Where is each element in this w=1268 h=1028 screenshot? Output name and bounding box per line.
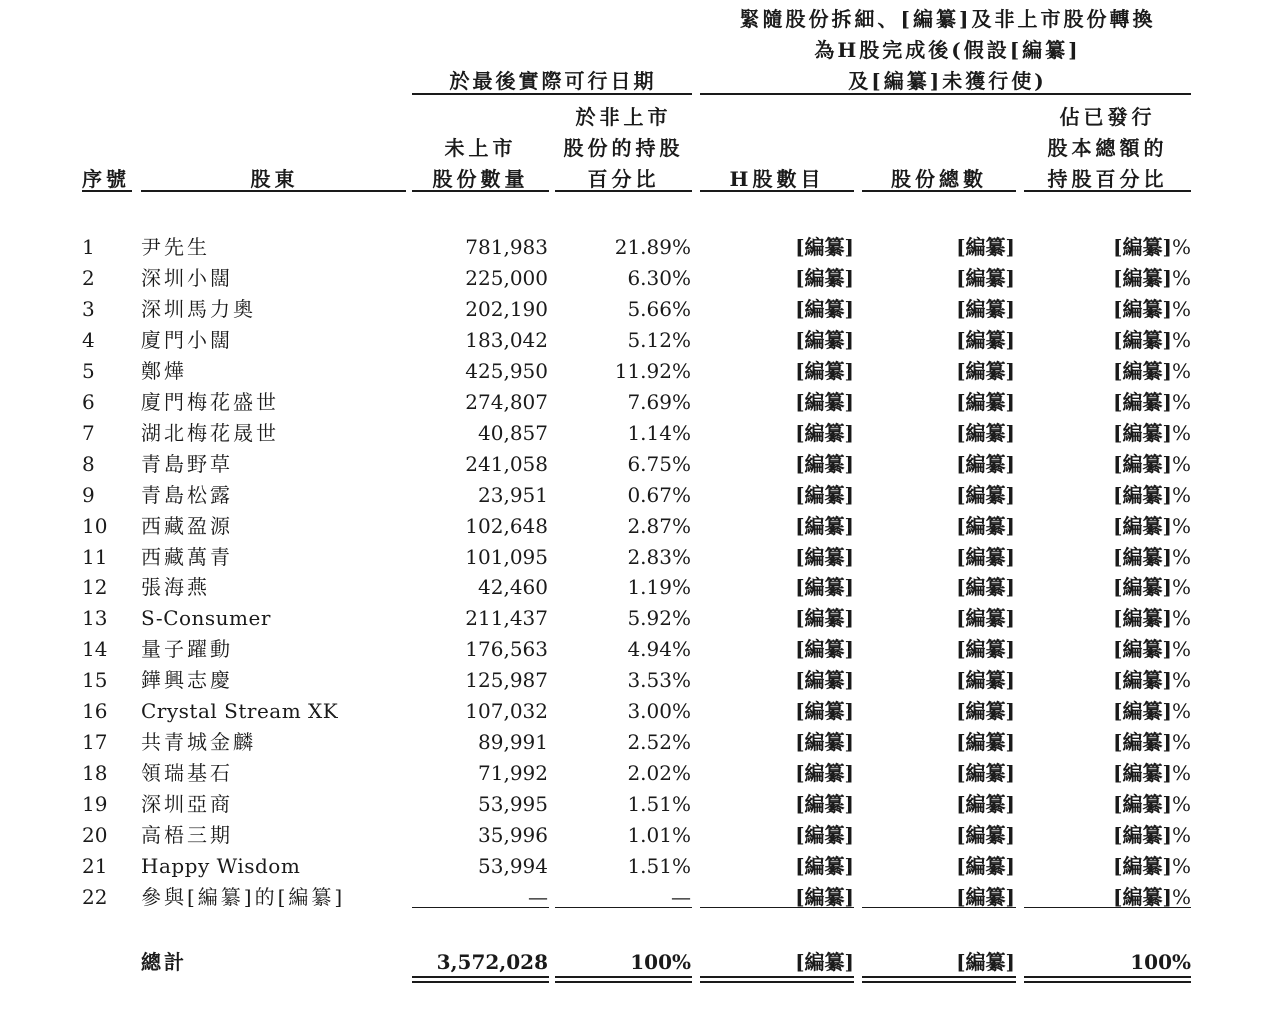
issued-pct bbox=[1113, 263, 1191, 294]
row-number: 10 bbox=[82, 513, 108, 538]
h-shares: [編纂] bbox=[795, 327, 854, 352]
issued-pct-suffix: % bbox=[1171, 823, 1191, 848]
col-header-issued-line2: 股本總額的 bbox=[1047, 136, 1168, 160]
shareholder-name: 深圳馬力奧 bbox=[141, 296, 256, 321]
row-number: 5 bbox=[82, 358, 95, 383]
unlisted-shares: 176,563 bbox=[465, 637, 548, 662]
unlisted-shares: 211,437 bbox=[465, 606, 548, 631]
table-row bbox=[0, 356, 1268, 387]
total-shares: [編纂] bbox=[956, 265, 1015, 290]
row-number: 16 bbox=[82, 699, 108, 724]
h-shares: [編纂] bbox=[795, 265, 854, 290]
issued-pct-value: [編纂] bbox=[1113, 823, 1172, 848]
shareholder-name: 高梧三期 bbox=[141, 823, 233, 848]
h-shares: [編纂] bbox=[795, 358, 854, 383]
unlisted-pct: 5.12% bbox=[627, 327, 691, 352]
header-rule-no bbox=[82, 190, 132, 192]
issued-pct bbox=[1113, 542, 1191, 573]
unlisted-shares: 53,994 bbox=[478, 854, 548, 878]
total-double-rule-unlisted bbox=[412, 976, 549, 983]
issued-pct-value: [編纂] bbox=[1113, 730, 1172, 755]
group-header-right-line3: 及[編纂]未獲行使) bbox=[848, 69, 1047, 93]
unlisted-pct: 2.83% bbox=[627, 544, 691, 569]
issued-pct-value: [編纂] bbox=[1113, 513, 1172, 538]
issued-pct-suffix: % bbox=[1171, 296, 1191, 321]
col-header-unlisted-line2: 股份數量 bbox=[432, 167, 529, 191]
total-double-rule-pct bbox=[555, 976, 692, 983]
unlisted-pct: 0.67% bbox=[627, 482, 691, 507]
total-double-rule-total-shares bbox=[862, 976, 1016, 983]
shareholder-name: 青島野草 bbox=[141, 451, 233, 476]
unlisted-pct: 1.51% bbox=[627, 854, 691, 878]
unlisted-pct: 1.14% bbox=[627, 420, 691, 445]
issued-pct bbox=[1113, 480, 1191, 511]
table-row bbox=[0, 665, 1268, 696]
issued-pct bbox=[1113, 294, 1191, 325]
h-shares: [編纂] bbox=[795, 575, 854, 600]
col-header-issued-line3: 持股百分比 bbox=[1047, 167, 1168, 191]
total-label: 總計 bbox=[141, 950, 187, 974]
h-shares: [編纂] bbox=[795, 235, 854, 259]
shareholder-name: 鏵興志慶 bbox=[141, 668, 233, 693]
h-shares: [編纂] bbox=[795, 296, 854, 321]
header-rule-pct bbox=[555, 190, 692, 192]
table-row bbox=[0, 696, 1268, 727]
issued-pct bbox=[1113, 727, 1191, 758]
col-header-h-shares: H股數目 bbox=[729, 167, 825, 191]
shareholder-name: 西藏萬青 bbox=[141, 544, 233, 569]
col-header-holder: 股東 bbox=[250, 167, 299, 191]
total-shares: [編纂] bbox=[956, 451, 1015, 476]
header-rule-holder bbox=[141, 190, 406, 192]
total-total-shares: [編纂] bbox=[956, 950, 1015, 974]
issued-pct-suffix: % bbox=[1171, 482, 1191, 507]
issued-pct-value: [編纂] bbox=[1113, 668, 1172, 693]
group-header-right-line2: 為H股完成後(假設[編纂] bbox=[814, 38, 1081, 62]
table-row bbox=[0, 232, 1268, 263]
table-row bbox=[0, 727, 1268, 758]
row-number: 12 bbox=[82, 575, 108, 600]
shareholder-name: 共青城金麟 bbox=[141, 730, 256, 755]
issued-pct-suffix: % bbox=[1171, 606, 1191, 631]
shareholder-name: 尹先生 bbox=[141, 235, 210, 259]
total-shares: [編纂] bbox=[956, 699, 1015, 724]
h-shares: [編纂] bbox=[795, 730, 854, 755]
issued-pct bbox=[1113, 634, 1191, 665]
unlisted-shares: 35,996 bbox=[478, 823, 548, 848]
row-number: 6 bbox=[82, 389, 95, 414]
row-number: 18 bbox=[82, 761, 108, 786]
shareholder-name: Happy Wisdom bbox=[141, 854, 301, 878]
col-header-no: 序號 bbox=[82, 167, 130, 191]
total-shares: [編纂] bbox=[956, 544, 1015, 569]
issued-pct bbox=[1113, 665, 1191, 696]
issued-pct-value: [編纂] bbox=[1113, 884, 1172, 909]
unlisted-shares: 71,992 bbox=[478, 761, 548, 786]
issued-pct-suffix: % bbox=[1171, 854, 1191, 878]
total-double-rule-issued bbox=[1024, 976, 1191, 983]
shareholder-name: 廈門梅花盛世 bbox=[141, 389, 279, 414]
h-shares: [編纂] bbox=[795, 699, 854, 724]
unlisted-pct: 1.01% bbox=[627, 823, 691, 848]
issued-pct bbox=[1113, 511, 1191, 542]
unlisted-pct: 4.94% bbox=[627, 637, 691, 662]
issued-pct-value: [編纂] bbox=[1113, 544, 1172, 569]
issued-pct-value: [編纂] bbox=[1113, 389, 1172, 414]
table-row bbox=[0, 851, 1268, 882]
total-shares: [編纂] bbox=[956, 296, 1015, 321]
shareholder-name: 湖北梅花晟世 bbox=[141, 420, 279, 445]
issued-pct-suffix: % bbox=[1171, 389, 1191, 414]
issued-pct bbox=[1113, 418, 1191, 449]
h-shares: [編纂] bbox=[795, 389, 854, 414]
group-rule-left bbox=[412, 93, 692, 95]
table-row bbox=[0, 449, 1268, 480]
table-row bbox=[0, 387, 1268, 418]
unlisted-pct: — bbox=[671, 884, 691, 909]
row-number: 1 bbox=[82, 235, 95, 259]
unlisted-pct: 1.51% bbox=[627, 792, 691, 817]
unlisted-pct: 3.00% bbox=[627, 699, 691, 724]
unlisted-pct: 1.19% bbox=[627, 575, 691, 600]
h-shares: [編纂] bbox=[795, 637, 854, 662]
unlisted-shares: 202,190 bbox=[465, 296, 548, 321]
row-number: 9 bbox=[82, 482, 95, 507]
row-number: 11 bbox=[82, 544, 108, 569]
total-shares: [編纂] bbox=[956, 792, 1015, 817]
issued-pct-value: [編纂] bbox=[1113, 854, 1172, 878]
table-row bbox=[0, 263, 1268, 294]
row-number: 8 bbox=[82, 451, 95, 476]
total-shares: [編纂] bbox=[956, 823, 1015, 848]
issued-pct bbox=[1113, 603, 1191, 634]
issued-pct-suffix: % bbox=[1171, 637, 1191, 662]
table-row bbox=[0, 511, 1268, 542]
issued-pct bbox=[1113, 851, 1191, 882]
h-shares: [編纂] bbox=[795, 854, 854, 878]
total-shares: [編纂] bbox=[956, 730, 1015, 755]
issued-pct-suffix: % bbox=[1171, 884, 1191, 909]
total-shares: [編纂] bbox=[956, 420, 1015, 445]
total-shares: [編纂] bbox=[956, 513, 1015, 538]
total-shares: [編纂] bbox=[956, 606, 1015, 631]
issued-pct-suffix: % bbox=[1171, 265, 1191, 290]
table-row bbox=[0, 882, 1268, 913]
unlisted-shares: 42,460 bbox=[478, 575, 548, 600]
issued-pct-suffix: % bbox=[1171, 792, 1191, 817]
subtotal-rule-pct bbox=[555, 907, 692, 908]
h-shares: [編纂] bbox=[795, 451, 854, 476]
unlisted-shares: 274,807 bbox=[465, 389, 548, 414]
issued-pct-value: [編纂] bbox=[1113, 358, 1172, 383]
issued-pct-value: [編纂] bbox=[1113, 482, 1172, 507]
issued-pct-value: [編纂] bbox=[1113, 575, 1172, 600]
total-shares: [編纂] bbox=[956, 884, 1015, 909]
shareholder-name: 張海燕 bbox=[141, 575, 210, 600]
issued-pct bbox=[1113, 820, 1191, 851]
row-number: 13 bbox=[82, 606, 108, 631]
unlisted-shares: 183,042 bbox=[465, 327, 548, 352]
total-shares: [編纂] bbox=[956, 668, 1015, 693]
unlisted-shares: — bbox=[528, 884, 548, 909]
issued-pct-suffix: % bbox=[1171, 575, 1191, 600]
issued-pct-suffix: % bbox=[1171, 544, 1191, 569]
unlisted-pct: 5.66% bbox=[627, 296, 691, 321]
unlisted-shares: 53,995 bbox=[478, 792, 548, 817]
row-number: 14 bbox=[82, 637, 108, 662]
h-shares: [編纂] bbox=[795, 761, 854, 786]
issued-pct bbox=[1113, 387, 1191, 418]
table-row bbox=[0, 758, 1268, 789]
unlisted-pct: 5.92% bbox=[627, 606, 691, 631]
issued-pct-value: [編纂] bbox=[1113, 699, 1172, 724]
table-row bbox=[0, 418, 1268, 449]
h-shares: [編纂] bbox=[795, 792, 854, 817]
subtotal-rule-issued bbox=[1024, 907, 1191, 908]
unlisted-shares: 102,648 bbox=[465, 513, 548, 538]
h-shares: [編纂] bbox=[795, 606, 854, 631]
unlisted-pct: 21.89% bbox=[614, 235, 691, 259]
h-shares: [編纂] bbox=[795, 420, 854, 445]
shareholder-name: 廈門小闊 bbox=[141, 327, 233, 352]
total-pct: 100% bbox=[630, 950, 691, 974]
total-shares: [編纂] bbox=[956, 854, 1015, 878]
table-row bbox=[0, 294, 1268, 325]
row-number: 4 bbox=[82, 327, 95, 352]
issued-pct-value: [編纂] bbox=[1113, 327, 1172, 352]
group-header-right-line1: 緊隨股份拆細、[編纂]及非上市股份轉換 bbox=[739, 7, 1156, 31]
shareholder-name: 領瑞基石 bbox=[141, 761, 233, 786]
issued-pct-suffix: % bbox=[1171, 761, 1191, 786]
table-row bbox=[0, 542, 1268, 573]
issued-pct-value: [編纂] bbox=[1113, 792, 1172, 817]
total-unlisted: 3,572,028 bbox=[436, 950, 548, 974]
issued-pct bbox=[1113, 449, 1191, 480]
total-shares: [編纂] bbox=[956, 575, 1015, 600]
col-header-pct-line2: 股份的持股 bbox=[563, 136, 684, 160]
issued-pct-suffix: % bbox=[1171, 730, 1191, 755]
row-number: 22 bbox=[82, 884, 108, 909]
unlisted-pct: 2.52% bbox=[627, 730, 691, 755]
issued-pct-value: [編纂] bbox=[1113, 637, 1172, 662]
unlisted-shares: 101,095 bbox=[465, 544, 548, 569]
table-row bbox=[0, 325, 1268, 356]
unlisted-shares: 425,950 bbox=[465, 358, 548, 383]
total-shares: [編纂] bbox=[956, 235, 1015, 259]
unlisted-shares: 107,032 bbox=[465, 699, 548, 724]
issued-pct bbox=[1113, 572, 1191, 603]
unlisted-shares: 40,857 bbox=[478, 420, 548, 445]
unlisted-shares: 241,058 bbox=[465, 451, 548, 476]
col-header-pct-line3: 百分比 bbox=[587, 167, 660, 191]
table-row bbox=[0, 603, 1268, 634]
group-rule-right bbox=[700, 93, 1191, 95]
table-row bbox=[0, 572, 1268, 603]
col-header-pct-line1: 於非上市 bbox=[575, 105, 672, 129]
issued-pct bbox=[1113, 232, 1191, 263]
row-number: 17 bbox=[82, 730, 108, 755]
table-row bbox=[0, 480, 1268, 511]
total-shares: [編纂] bbox=[956, 637, 1015, 662]
shareholder-name: 西藏盈源 bbox=[141, 513, 233, 538]
issued-pct-suffix: % bbox=[1171, 668, 1191, 693]
col-header-issued-line1: 佔已發行 bbox=[1059, 105, 1156, 129]
unlisted-shares: 23,951 bbox=[478, 482, 548, 507]
total-h-shares: [編纂] bbox=[795, 950, 854, 974]
total-shares: [編纂] bbox=[956, 358, 1015, 383]
shareholder-name: 青島松露 bbox=[141, 482, 233, 507]
row-number: 3 bbox=[82, 296, 95, 321]
issued-pct-suffix: % bbox=[1171, 699, 1191, 724]
issued-pct-suffix: % bbox=[1171, 327, 1191, 352]
header-rule-h-shares bbox=[700, 190, 854, 192]
issued-pct bbox=[1113, 356, 1191, 387]
total-shares: [編纂] bbox=[956, 761, 1015, 786]
row-number: 7 bbox=[82, 420, 95, 445]
shareholder-name: 深圳小闊 bbox=[141, 265, 233, 290]
unlisted-pct: 2.87% bbox=[627, 513, 691, 538]
shareholder-name: 鄭燁 bbox=[141, 358, 187, 383]
h-shares: [編纂] bbox=[795, 823, 854, 848]
total-shares: [編纂] bbox=[956, 389, 1015, 414]
header-rule-total-shares bbox=[862, 190, 1016, 192]
shareholder-name: 量子躍動 bbox=[141, 637, 233, 662]
h-shares: [編纂] bbox=[795, 884, 854, 909]
issued-pct bbox=[1113, 758, 1191, 789]
issued-pct bbox=[1113, 325, 1191, 356]
subtotal-rule-total-shares bbox=[862, 907, 1016, 908]
unlisted-pct: 6.75% bbox=[627, 451, 691, 476]
issued-pct bbox=[1113, 696, 1191, 727]
unlisted-pct: 2.02% bbox=[627, 761, 691, 786]
unlisted-shares: 125,987 bbox=[465, 668, 548, 693]
h-shares: [編纂] bbox=[795, 513, 854, 538]
issued-pct-value: [編纂] bbox=[1113, 606, 1172, 631]
shareholder-name: S-Consumer bbox=[141, 606, 271, 631]
col-header-unlisted-line1: 未上市 bbox=[444, 136, 517, 160]
unlisted-pct: 7.69% bbox=[627, 389, 691, 414]
h-shares: [編纂] bbox=[795, 482, 854, 507]
issued-pct-value: [編纂] bbox=[1113, 420, 1172, 445]
shareholder-name: 深圳亞商 bbox=[141, 792, 233, 817]
total-shares: [編纂] bbox=[956, 327, 1015, 352]
issued-pct-value: [編纂] bbox=[1113, 296, 1172, 321]
header-rule-unlisted bbox=[412, 190, 549, 192]
unlisted-shares: 781,983 bbox=[465, 235, 548, 259]
unlisted-pct: 11.92% bbox=[614, 358, 691, 383]
total-row bbox=[0, 947, 1268, 978]
issued-pct bbox=[1113, 882, 1191, 913]
row-number: 21 bbox=[82, 854, 108, 878]
issued-pct-value: [編纂] bbox=[1113, 265, 1172, 290]
unlisted-pct: 6.30% bbox=[627, 265, 691, 290]
row-number: 2 bbox=[82, 265, 95, 290]
unlisted-shares: 225,000 bbox=[465, 265, 548, 290]
h-shares: [編纂] bbox=[795, 668, 854, 693]
issued-pct-suffix: % bbox=[1171, 420, 1191, 445]
total-double-rule-h-shares bbox=[700, 976, 854, 983]
col-header-total-shares: 股份總數 bbox=[891, 167, 987, 191]
issued-pct-suffix: % bbox=[1171, 513, 1191, 538]
table-row bbox=[0, 820, 1268, 851]
unlisted-shares: 89,991 bbox=[478, 730, 548, 755]
issued-pct bbox=[1113, 789, 1191, 820]
row-number: 20 bbox=[82, 823, 108, 848]
row-number: 15 bbox=[82, 668, 108, 693]
shareholder-name: Crystal Stream XK bbox=[141, 699, 339, 724]
issued-pct-suffix: % bbox=[1171, 358, 1191, 383]
subtotal-rule-h-shares bbox=[700, 907, 854, 908]
table-row bbox=[0, 634, 1268, 665]
header-rule-issued bbox=[1024, 190, 1191, 192]
issued-pct-suffix: % bbox=[1171, 451, 1191, 476]
subtotal-rule-unlisted bbox=[412, 907, 549, 908]
total-issued: 100% bbox=[1130, 950, 1191, 974]
total-shares: [編纂] bbox=[956, 482, 1015, 507]
h-shares: [編纂] bbox=[795, 544, 854, 569]
table-row bbox=[0, 789, 1268, 820]
issued-pct-value: [編纂] bbox=[1113, 761, 1172, 786]
shareholder-name: 參與[編纂]的[編纂] bbox=[141, 884, 346, 909]
unlisted-pct: 3.53% bbox=[627, 668, 691, 693]
row-number: 19 bbox=[82, 792, 108, 817]
issued-pct-suffix: % bbox=[1171, 235, 1191, 259]
group-header-left: 於最後實際可行日期 bbox=[449, 69, 657, 93]
issued-pct-value: [編纂] bbox=[1113, 235, 1172, 259]
issued-pct-value: [編纂] bbox=[1113, 451, 1172, 476]
